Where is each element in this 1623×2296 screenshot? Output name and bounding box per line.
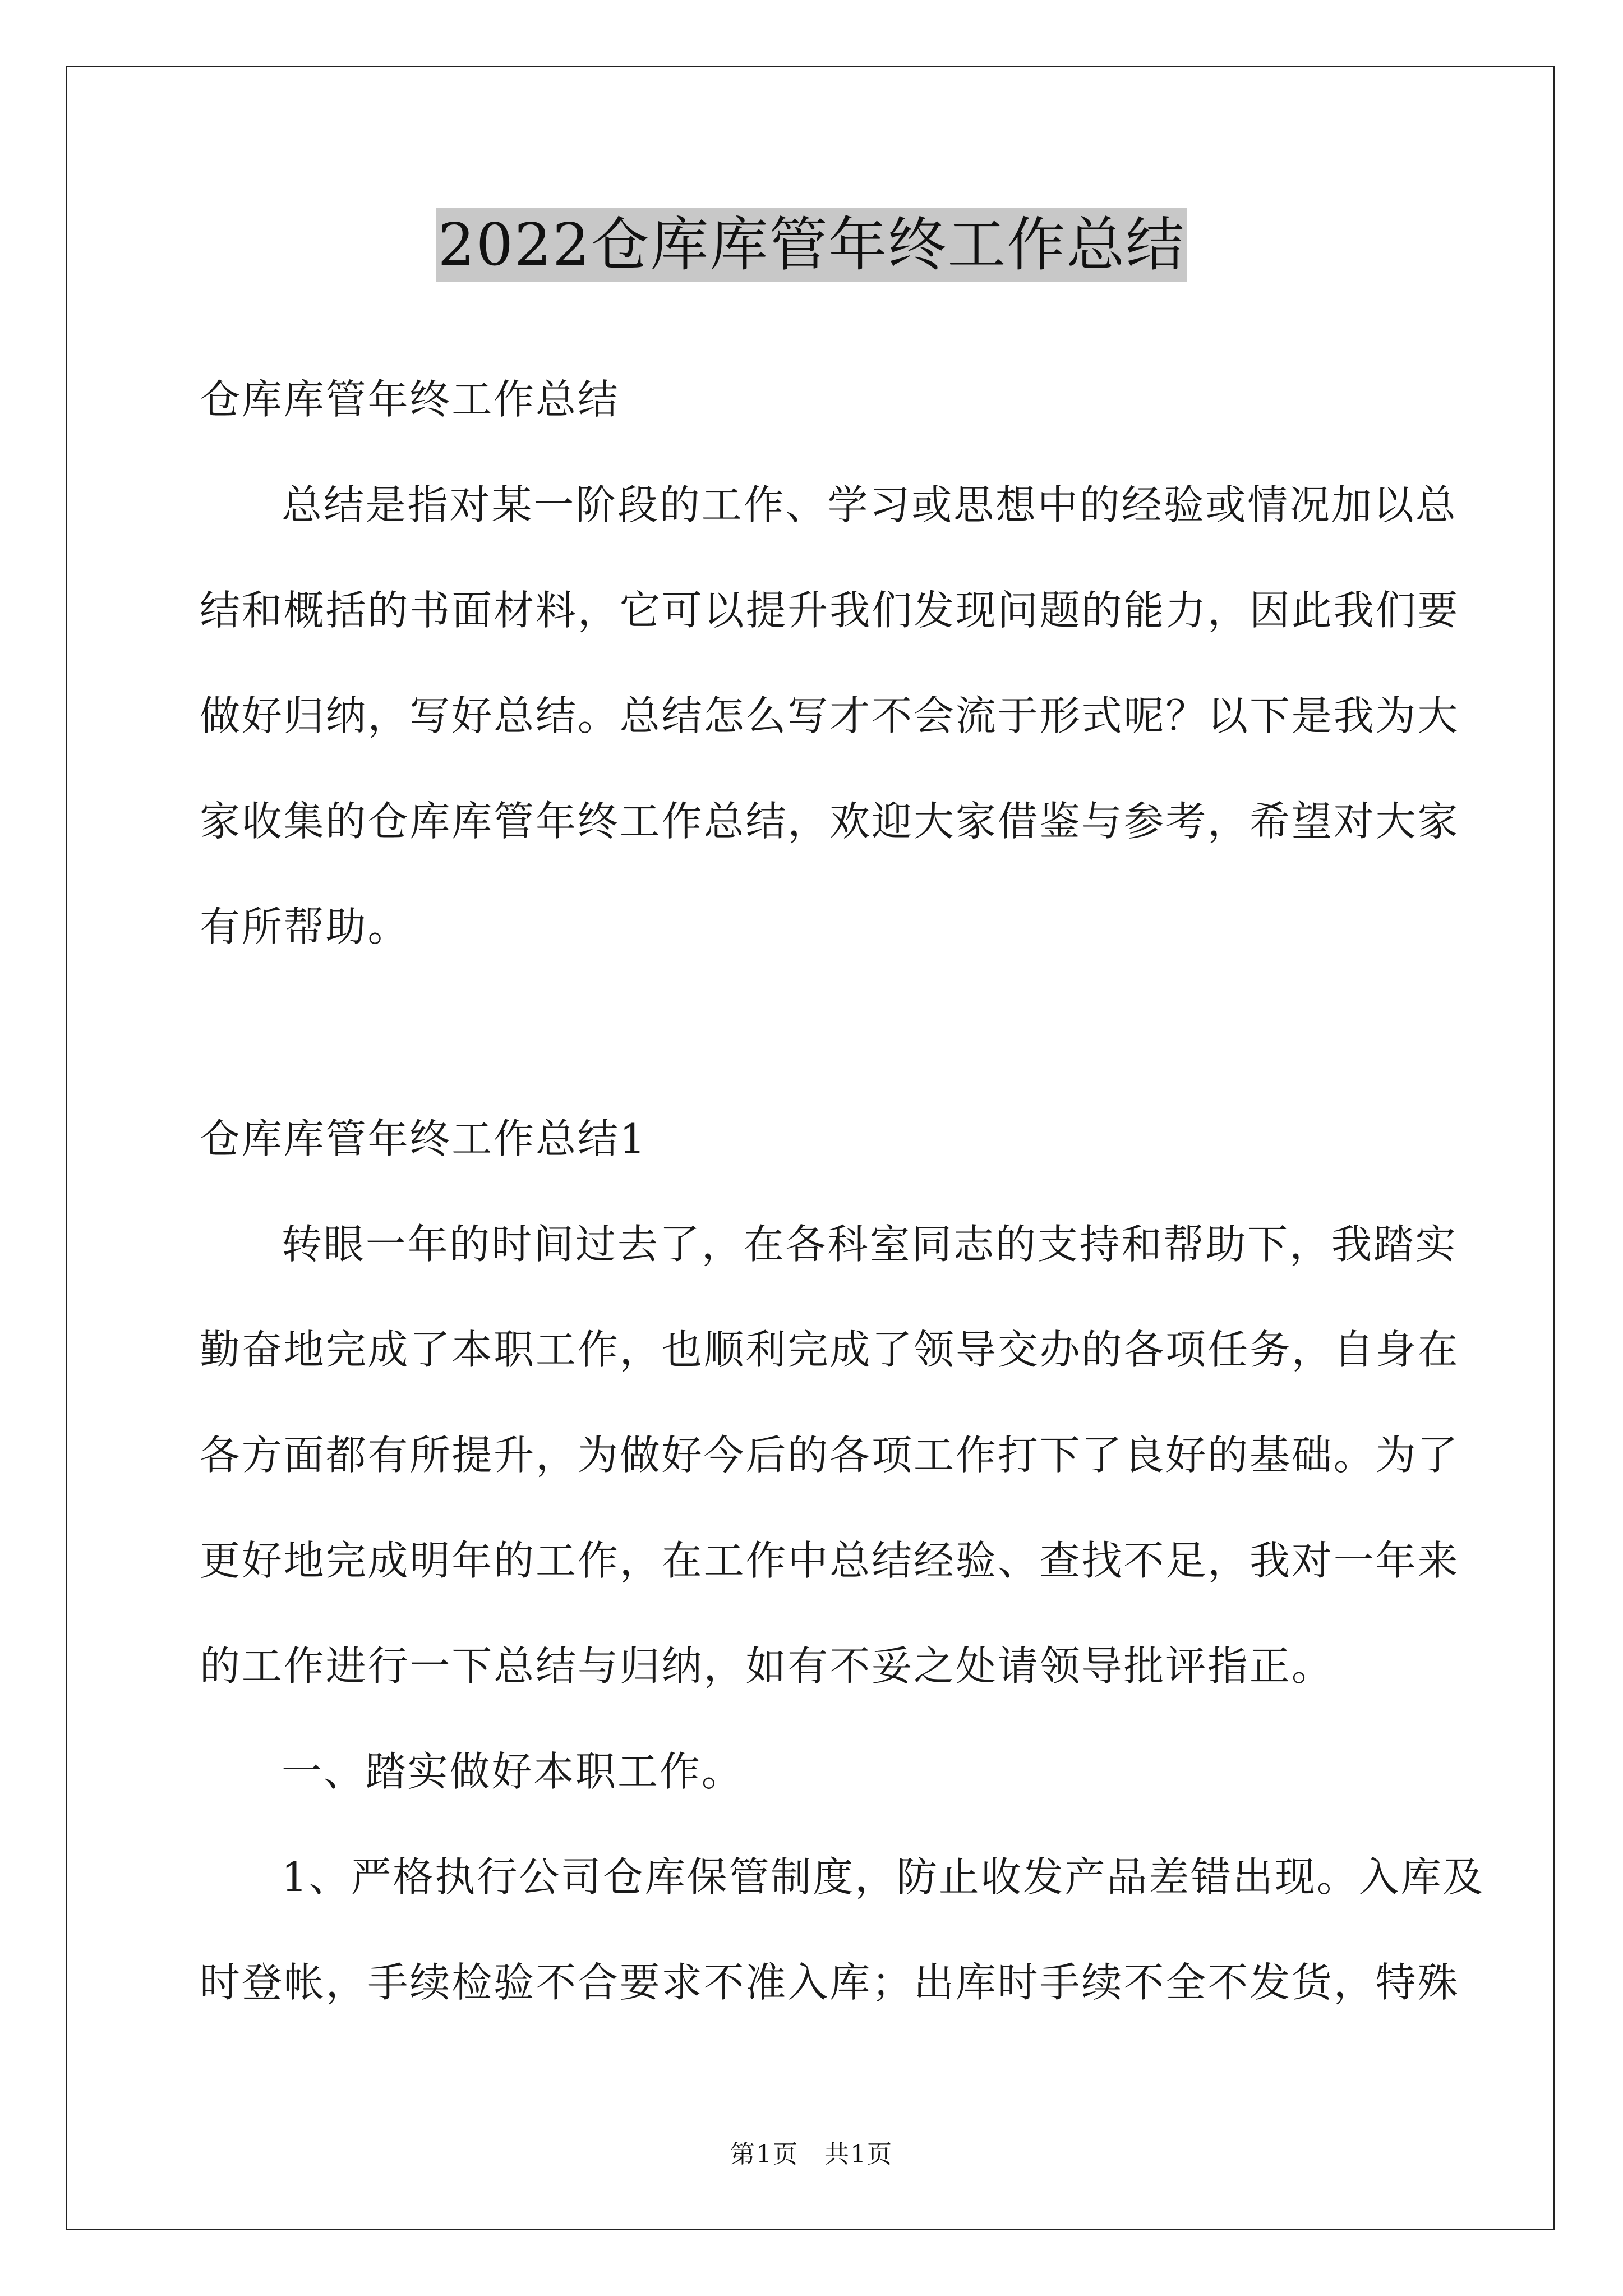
- section-line: 转眼一年的时间过去了，在各科室同志的支持和帮助下，我踏实: [282, 1221, 1458, 1268]
- title-container: [0, 208, 1623, 282]
- intro-line: 总结是指对某一阶段的工作、学习或思想中的经验或情况加以总: [282, 481, 1458, 528]
- document-body: [200, 347, 1485, 2035]
- section-heading: 仓库库管年终工作总结1: [200, 1115, 647, 1162]
- intro-line: 做好归纳，写好总结。总结怎么写才不会流于形式呢？以下是我为大: [200, 692, 1460, 739]
- section-line: 更好地完成明年的工作，在工作中总结经验、查找不足，我对一年来: [200, 1537, 1460, 1584]
- page-footer: 第1页 共1页: [730, 2140, 893, 2169]
- point-heading: 一、踏实做好本职工作。: [282, 1748, 744, 1795]
- section-spacer: [200, 979, 1422, 1086]
- point-line: 时登帐，手续检验不合要求不准入库；出库时手续不全不发货，特殊: [200, 1959, 1460, 2006]
- section-line: 的工作进行一下总结与归纳，如有不妥之处请领导批评指正。: [200, 1642, 1334, 1690]
- intro-line: 有所帮助。: [200, 903, 410, 950]
- intro-line: 结和概括的书面材料，它可以提升我们发现问题的能力，因此我们要: [200, 587, 1460, 634]
- section-line: 勤奋地完成了本职工作，也顺利完成了领导交办的各项任务，自身在: [200, 1326, 1460, 1373]
- intro-line: 家收集的仓库库管年终工作总结，欢迎大家借鉴与参考，希望对大家: [200, 798, 1460, 845]
- document-subtitle: 仓库库管年终工作总结: [200, 376, 620, 423]
- point-line: 1、严格执行公司仓库保管制度，防止收发产品差错出现。入库及: [282, 1853, 1485, 1901]
- section-line: 各方面都有所提升，为做好今后的各项工作打下了良好的基础。为了: [200, 1432, 1460, 1479]
- document-title: 2022仓库库管年终工作总结: [436, 208, 1188, 282]
